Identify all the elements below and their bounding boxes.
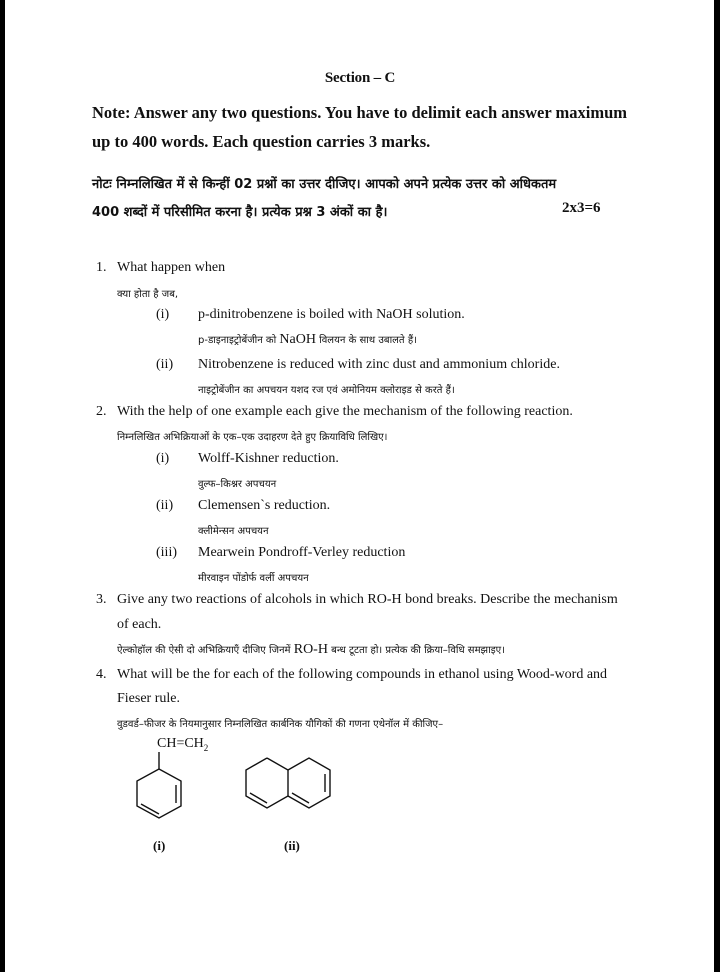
q1-part-ii-hindi: नाइट्रोबेंजीन का अपचयन यशद रज एवं अमोनियम क्लोराइड से करते हैं। bbox=[198, 385, 455, 396]
double-bond-inner bbox=[250, 793, 267, 803]
q2-part-iii-hindi: मीरवाइन पोंडोर्फ वर्ली अपचयन bbox=[198, 573, 309, 584]
q2-part-iii-text: Mearwein Pondroff-Verley reduction bbox=[198, 545, 406, 560]
latin-fragment: RO-H bbox=[293, 642, 328, 657]
question-4-text-cont: Fieser rule. bbox=[117, 691, 180, 706]
latin-fragment: NaOH bbox=[279, 332, 316, 347]
question-1-hindi: क्या होता है जब, bbox=[117, 289, 179, 300]
note-hindi-line1: नोटः निम्नलिखित में से किन्हीं 02 प्रश्नों का उत्तर दीजिए। आपको अपने प्रत्येक उत्तर को अधिकतम bbox=[92, 177, 557, 192]
q2-part-iii-number: (iii) bbox=[156, 545, 177, 560]
q1-part-i-text: p-dinitrobenzene is boiled with NaOH solution. bbox=[198, 307, 465, 322]
question-4-text: What will be the for each of the following compounds in ethanol using Wood-word and bbox=[117, 667, 608, 682]
question-1-number: 1. bbox=[96, 260, 107, 275]
q2-part-i-text: Wolff-Kishner reduction. bbox=[198, 451, 339, 466]
note-english-line1: Note: Answer any two questions. You have to delimit each answer maximum bbox=[92, 103, 628, 122]
question-4-number: 4. bbox=[96, 667, 107, 682]
note-hindi-line2: 400 शब्दों में परिसीमित करना है। प्रत्येक प्रश्न 3 अंकों का है। bbox=[92, 205, 388, 220]
double-bond-inner bbox=[292, 793, 309, 803]
structure-i-ring bbox=[137, 752, 181, 818]
q2-part-ii-hindi: क्लीमेन्सन अपचयन bbox=[198, 526, 269, 537]
right-ring-bonds bbox=[288, 758, 330, 808]
section-title: Section – C bbox=[324, 70, 396, 86]
question-2-number: 2. bbox=[96, 404, 107, 419]
ring-bonds bbox=[137, 769, 181, 818]
q2-part-ii-text: Clemensen`s reduction. bbox=[198, 498, 331, 513]
structure-ii-label: (ii) bbox=[284, 838, 300, 853]
note-english-line2: up to 400 words. Each question carries 3 marks. bbox=[92, 132, 431, 151]
left-ring-bonds bbox=[246, 758, 288, 808]
question-1-text: What happen when bbox=[117, 260, 226, 275]
hindi-fragment: ऐल्कोहॉल की ऐसी दो अभिक्रियाएँ दीजिए जिनमें bbox=[117, 645, 291, 656]
q2-part-i-hindi: वुल्फ–किश्नर अपचयन bbox=[198, 479, 277, 490]
substituent-text: CH=CH bbox=[157, 736, 204, 751]
question-4-hindi: वुडवर्ड–फीजर के नियमानुसार निम्नलिखित कार्बनिक यौगिकों की गणना एथेनॉल में कीजिए– bbox=[117, 719, 444, 730]
q2-part-ii-number: (ii) bbox=[156, 498, 174, 513]
marks-scheme: 2x3=6 bbox=[562, 200, 601, 216]
question-2-hindi: निम्नलिखित अभिक्रियाओं के एक–एक उदाहरण देते हुए क्रियाविधि लिखिए। bbox=[117, 432, 388, 443]
hindi-fragment: बन्ध टूटता हो। प्रत्येक की क्रिया–विधि समझाइए। bbox=[331, 645, 505, 656]
substituent-subscript: 2 bbox=[203, 742, 209, 753]
question-3-text-cont: of each. bbox=[117, 617, 162, 632]
hindi-fragment: p-डाइनाइट्रोबेंजीन को bbox=[198, 335, 277, 346]
q1-part-ii-text: Nitrobenzene is reduced with zinc dust and ammonium chloride. bbox=[198, 357, 560, 372]
question-3-text: Give any two reactions of alcohols in which RO-H bond breaks. Describe the mechanism bbox=[117, 592, 618, 607]
q1-part-ii-number: (ii) bbox=[156, 357, 174, 372]
q2-part-i-number: (i) bbox=[156, 451, 170, 466]
question-3-number: 3. bbox=[96, 592, 107, 607]
q1-part-i-number: (i) bbox=[156, 307, 170, 322]
structure-i-label: (i) bbox=[153, 838, 166, 853]
hindi-fragment: विलयन के साथ उबालते हैं। bbox=[319, 335, 417, 346]
structure-ii-rings bbox=[246, 758, 330, 808]
question-2-text: With the help of one example each give the mechanism of the following reaction. bbox=[117, 404, 573, 419]
